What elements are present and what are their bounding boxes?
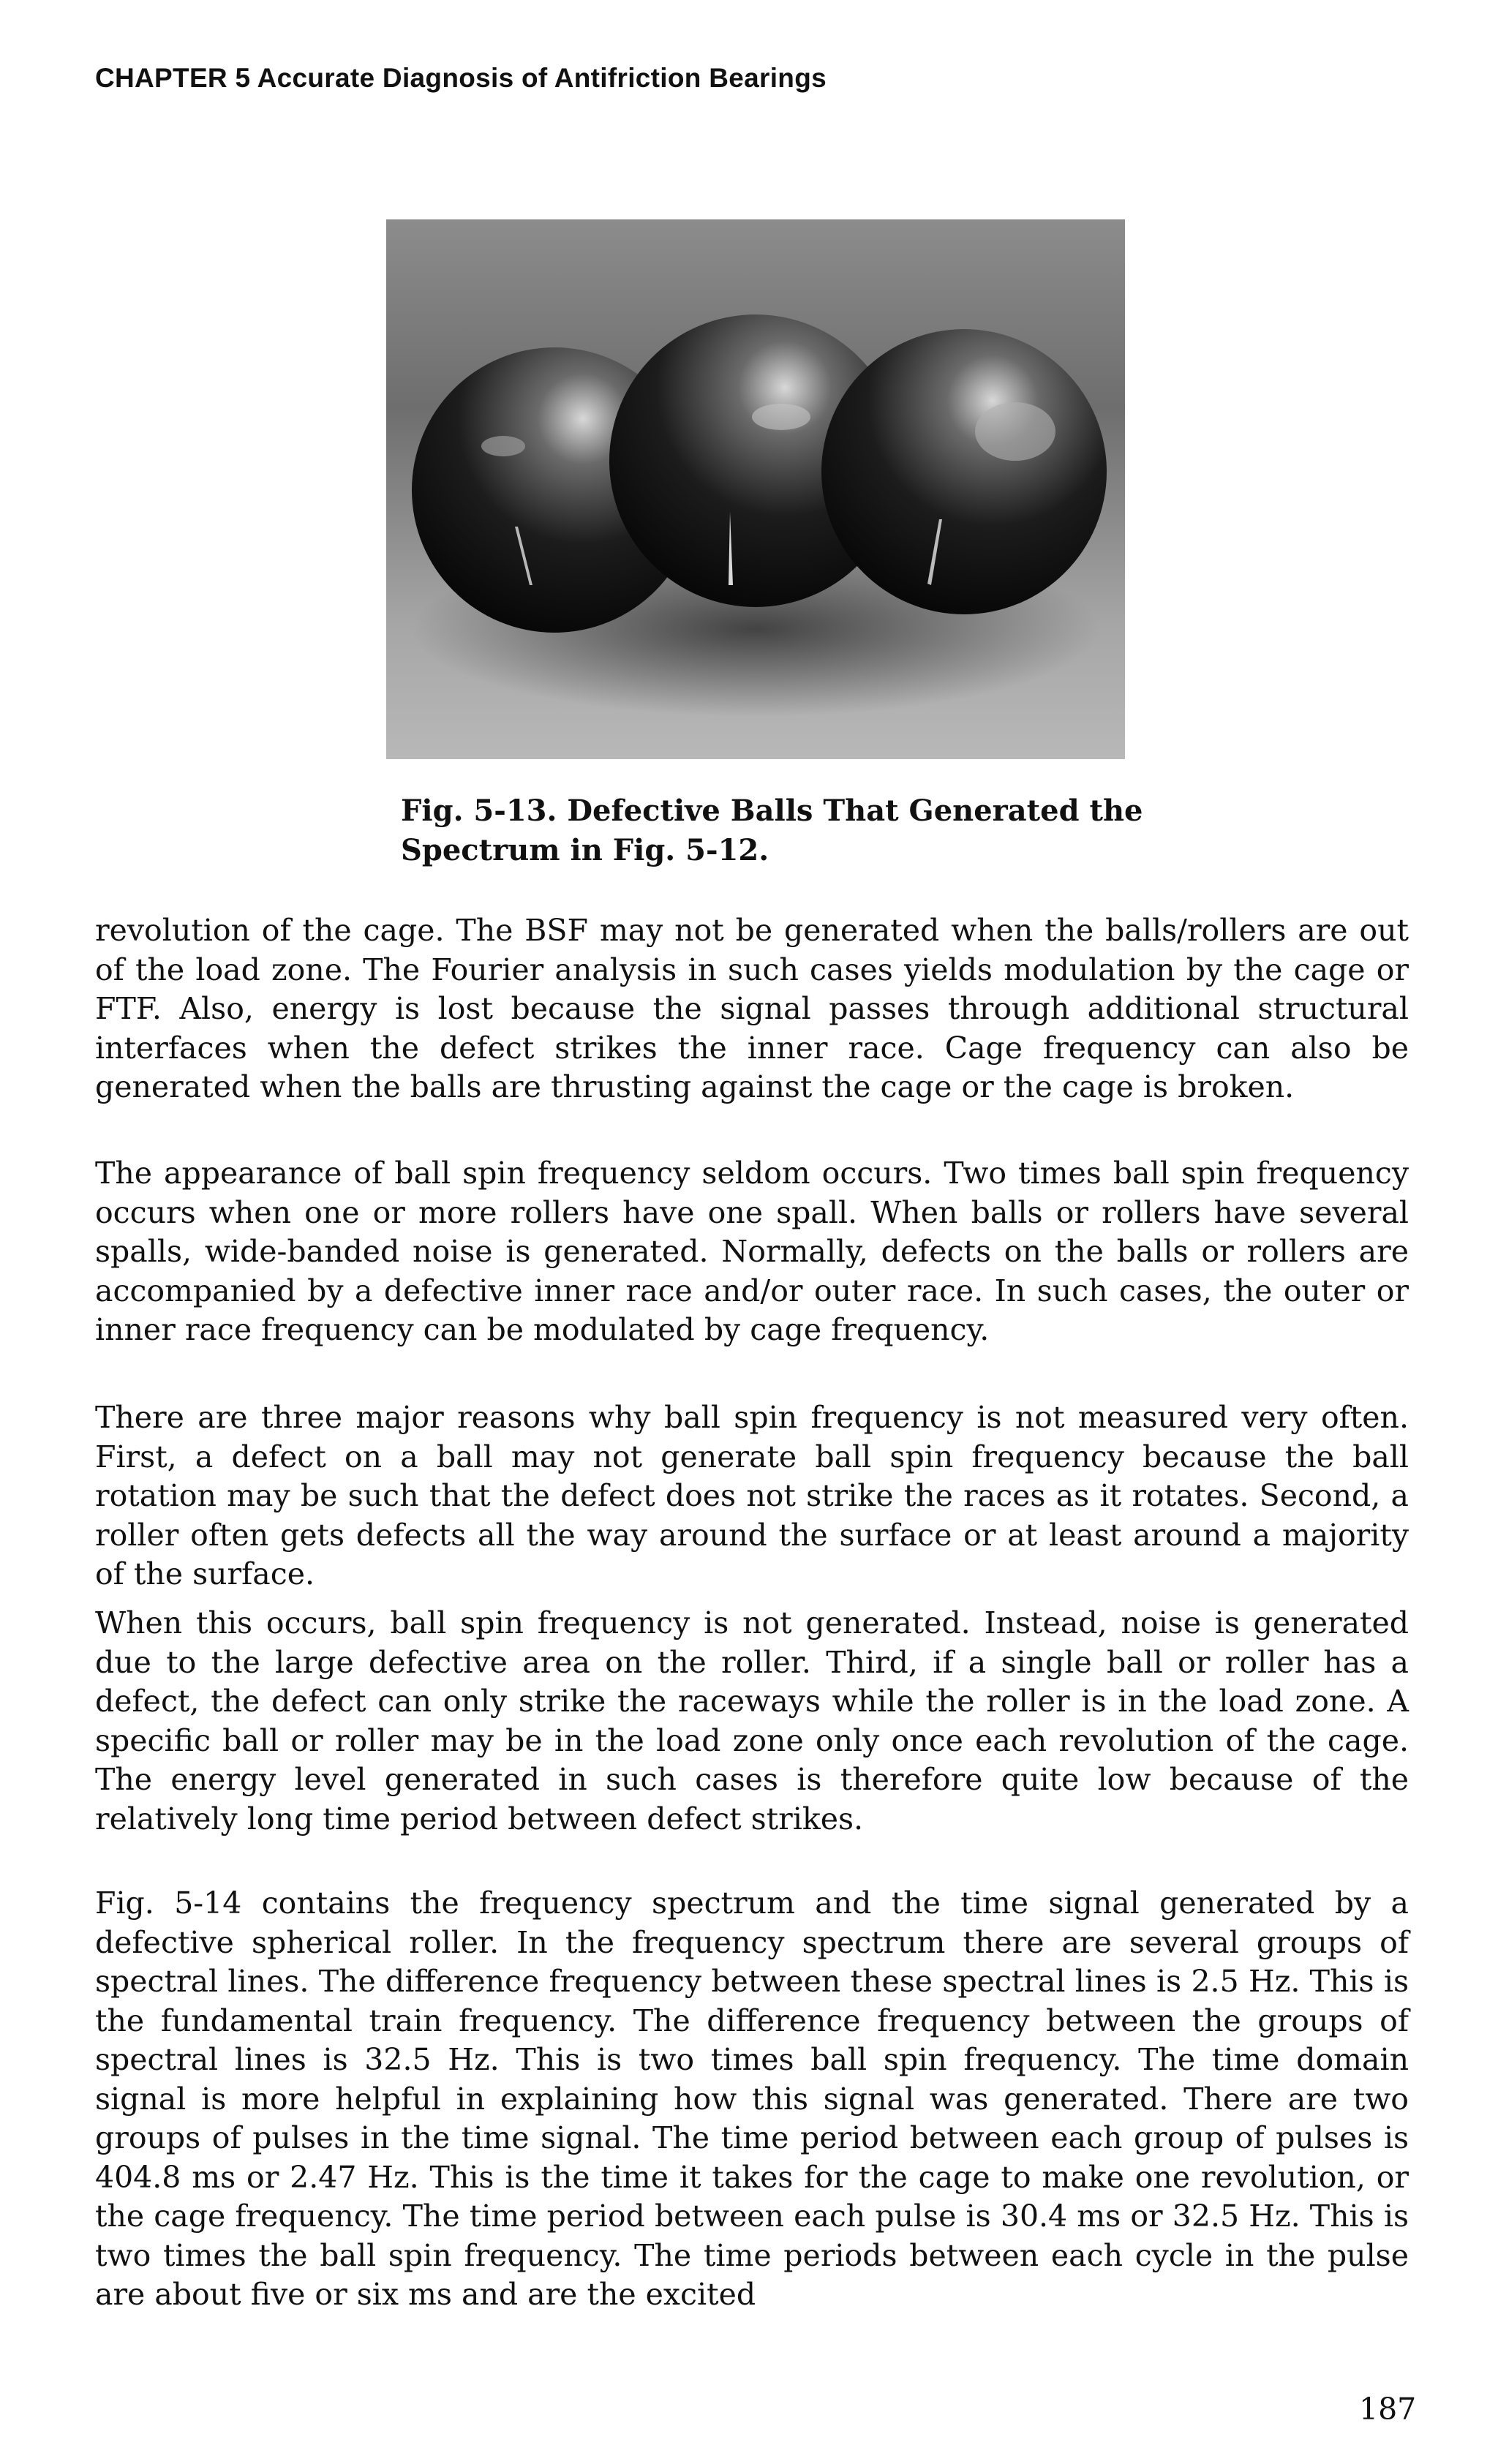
ball-right [821,329,1107,614]
defective-balls-photo [386,219,1125,759]
body-paragraph-4: When this occurs, ball spin frequency is not generated. Instead, noise is generated due to the large defective area on the roller. Third, if a single ball or roller has a defect, the defect can only strike the raceways while the roller is in the load zone. A specific ball or roller may be in the load zone only once each revolution of the cage. The energy level generated in such cases is therefore quite low because of the relatively long time period between defect strikes. [95,1605,1409,1836]
caption-line-1: Fig. 5-13. Defective Balls That Generated the [401,794,1143,828]
caption-line-2: Spectrum in Fig. 5-12. [401,833,769,867]
body-paragraph-2: The appearance of ball spin frequency seldom occurs. Two times ball spin frequency occurs when one or more rollers have one spall. When balls or rollers have several spalls, wide-banded noise is generated. Normally, defects on the balls or rollers are accompanied by a defective inner race and/or outer race. In such cases, the outer or inner race frequency can be modulated by cage frequency. [95,1156,1409,1347]
body-paragraph-1: revolution of the cage. The BSF may not be generated when the balls/rollers are out of the load zone. The Fourier analysis in such cases yields modulation by the cage or FTF. Also, energy is lost because the signal passes through additional structural interfaces when the defect strikes the inner race. Cage frequency can also be generated when the balls are thrusting against the cage or the cage is broken. [95,913,1409,1104]
page-number: 187 [1359,2392,1417,2427]
body-paragraph-5: Fig. 5-14 contains the frequency spectrum and the time signal generated by a defective spherical roller. In the frequency spectrum there are several groups of spectral lines. The difference frequency between these spectral lines is 2.5 Hz. This is the fundamental train frequency. The difference frequency between the groups of spectral lines is 32.5 Hz. This is two times ball spin frequency. The time domain signal is more helpful in explaining how this signal was generated. There are two groups of pulses in the time signal. The time period between each group of pulses is 404.8 ms or 2.47 Hz. This is the time it takes for the cage to make one revolution, or the cage frequency. The time period between each pulse is 30.4 ms or 32.5 Hz. This is two times the ball spin frequency. The time periods between each cycle in the pulse are about five or six ms and are the excited [95,1885,1409,2312]
running-header: CHAPTER 5 Accurate Diagnosis of Antifriction Bearings [95,63,827,93]
defective-balls-image [386,219,1125,759]
body-paragraph-3: There are three major reasons why ball spin frequency is not measured very often. First, a defect on a ball may not generate ball spin frequency because the ball rotation may be such that the defect does not strike the races as it rotates. Second, a roller often gets defects all the way around the surface or at least around a majority of the surface. [95,1400,1409,1591]
figure-caption [401,791,1143,870]
